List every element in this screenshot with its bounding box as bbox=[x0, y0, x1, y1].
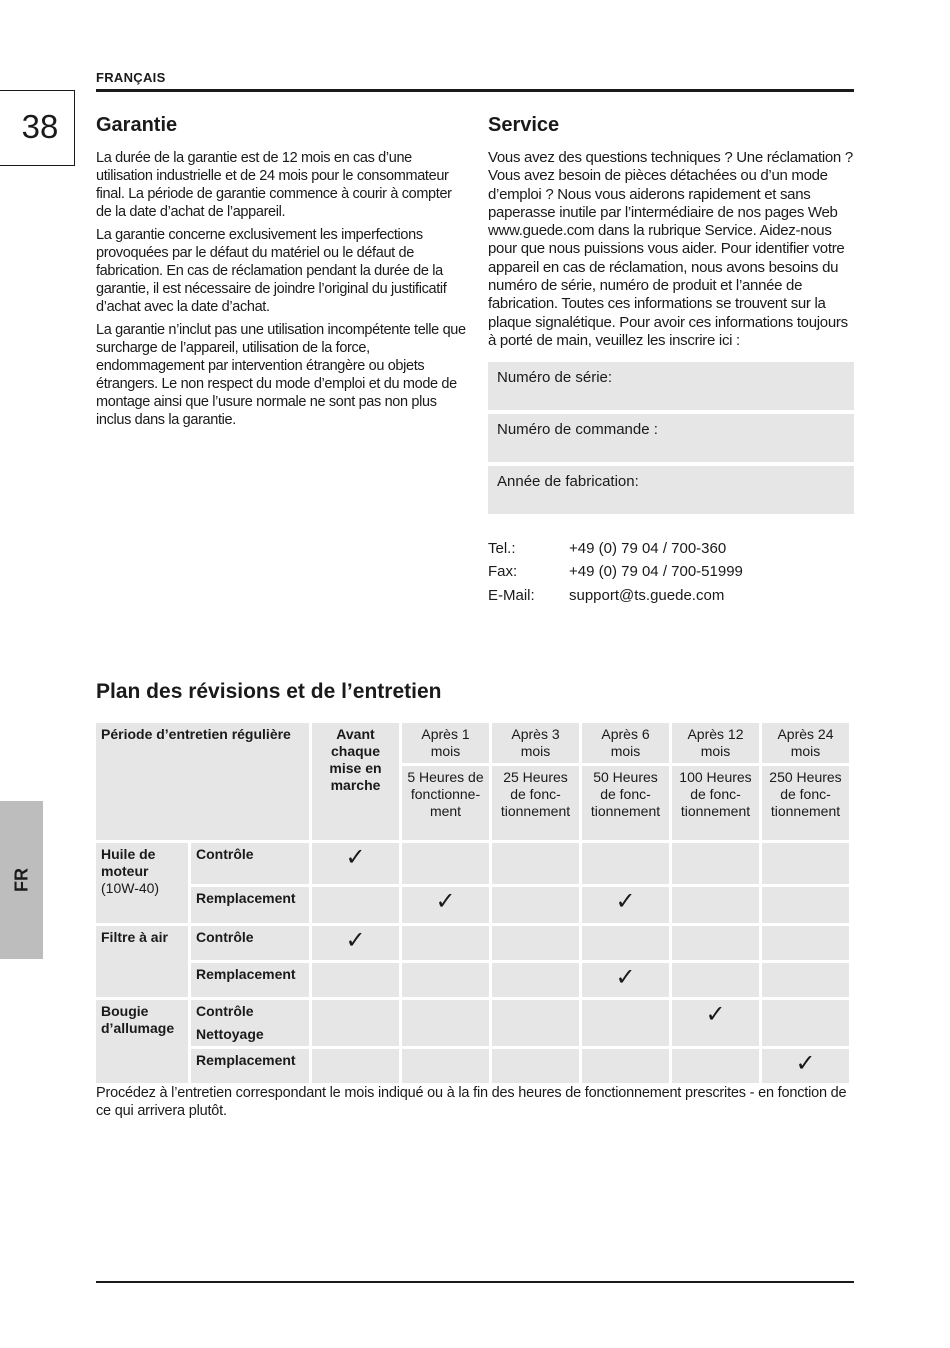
contact-row bbox=[488, 536, 854, 560]
check-mark: ✓ bbox=[402, 887, 489, 923]
service-text: Vous avez des questions techniques ? Une réclamation ? Vous avez besoin de pièces détachées ou d’un mode d’emploi ? Nous vous aiderons rapidement et sans paperasse inutile par l’intermédiaire de nos pages Web www.guede.com dans la rubrique Service. Aidez-nous pour que nous puissions vous aider. Pour identifier votre appareil en cas de réclamation, nous avons besoins du numéro de série, numéro de produit et l’année de fabrication. Toutes ces informations se trouvent sur la plaque signalétique. Pour avoir ces informations toujours à porté de main, veuillez les inscrire ici : bbox=[488, 149, 853, 349]
garantie-paragraph: La garantie concerne exclusivement les imperfections provoquées par le défaut du matériel ou le défaut de fabrication. En cas de réclamation pendant la durée de la garantie, il est nécessaire de joindre l’original du justificatif d’achat avec la date d’achat. bbox=[96, 227, 447, 315]
check-mark: ✓ bbox=[672, 1000, 759, 1046]
header-hours: 100 Heures de fonc-tionnement bbox=[672, 766, 759, 840]
header-month: Après 6 mois bbox=[582, 723, 669, 763]
service-title: Service bbox=[488, 114, 560, 136]
air-filter-group-name: Filtre à air bbox=[96, 926, 188, 997]
check-mark: ✓ bbox=[582, 963, 669, 997]
header-month: Après 24 mois bbox=[762, 723, 849, 763]
header-hours: 25 Heures de fonc-tionnement bbox=[492, 766, 579, 840]
order-number-field[interactable]: Numéro de commande : bbox=[488, 414, 854, 462]
header-rule bbox=[96, 89, 854, 92]
contact-label: E-Mail: bbox=[488, 586, 535, 604]
header-hours: 250 Heures de fonc-tionnement bbox=[762, 766, 849, 840]
task-control: Contrôle bbox=[196, 1003, 254, 1019]
task-replace: Remplacement bbox=[191, 963, 309, 997]
header-month: Après 1 mois bbox=[402, 723, 489, 763]
header-month: Après 3 mois bbox=[492, 723, 579, 763]
header-before-start: Avant chaque mise en marche bbox=[312, 723, 399, 840]
maintenance-footnote: Procédez à l’entretien correspondant le mois indiqué ou à la fin des heures de fonctionnement prescrites - en fonction de ce qui arrivera plutôt. bbox=[96, 1085, 847, 1119]
check-mark: ✓ bbox=[582, 887, 669, 923]
language-side-tab bbox=[0, 801, 43, 959]
contact-row bbox=[488, 583, 854, 607]
side-tab-label: FR bbox=[11, 868, 31, 892]
task-clean: Nettoyage bbox=[196, 1026, 264, 1042]
check-mark: ✓ bbox=[312, 926, 399, 960]
maintenance-table bbox=[93, 720, 852, 1086]
email-address: support@ts.guede.com bbox=[569, 586, 725, 604]
oil-group-name: Huile de moteur bbox=[101, 846, 156, 879]
task-control: Contrôle bbox=[191, 843, 309, 884]
task-replace: Remplacement bbox=[191, 1049, 309, 1083]
oil-group-label bbox=[96, 843, 188, 923]
task-control-clean bbox=[191, 1000, 309, 1046]
oil-spec: (10W-40) bbox=[101, 880, 160, 896]
service-section bbox=[488, 114, 854, 607]
garantie-title: Garantie bbox=[96, 114, 178, 136]
language-header: FRANÇAIS bbox=[96, 70, 166, 85]
check-mark: ✓ bbox=[312, 843, 399, 884]
garantie-paragraph: La garantie n’inclut pas une utilisation incompétente telle que surcharge de l’appareil, utilisation de la force, endommagement par intervention étrangère ou objets étrangers. Le non respect du mode d’emploi et du mode de montage ainsi que l’usure normale ne sont pas non plus inclus dans la garantie. bbox=[96, 322, 466, 428]
contact-row bbox=[488, 560, 854, 584]
task-replace: Remplacement bbox=[191, 887, 309, 923]
maintenance-plan-title: Plan des révisions et de l’entretien bbox=[96, 680, 442, 703]
manufacture-year-field[interactable]: Année de fabrication: bbox=[488, 466, 854, 514]
serial-number-field[interactable]: Numéro de série: bbox=[488, 362, 854, 410]
check-mark: ✓ bbox=[762, 1049, 849, 1083]
garantie-paragraph: La durée de la garantie est de 12 mois en cas d’une utilisation industrielle et de 24 mois pour le consommateur final. La période de garantie commence à courir à compter de la date d’achat de l’appareil. bbox=[96, 150, 452, 220]
page-number: 38 bbox=[21, 108, 59, 145]
footer-rule bbox=[96, 1281, 854, 1283]
contact-list bbox=[488, 536, 854, 607]
contact-label: Fax: bbox=[488, 563, 518, 581]
contact-label: Tel.: bbox=[488, 539, 516, 557]
garantie-section bbox=[96, 114, 466, 434]
fax-number: +49 (0) 79 04 / 700-51999 bbox=[569, 563, 743, 581]
phone-number: +49 (0) 79 04 / 700-360 bbox=[569, 539, 727, 557]
task-control: Contrôle bbox=[191, 926, 309, 960]
spark-plug-group-name: Bougie d’allumage bbox=[96, 1000, 188, 1083]
header-period: Période d’entretien régulière bbox=[96, 723, 309, 840]
header-hours: 5 Heures de fonctionne-ment bbox=[402, 766, 489, 840]
header-month: Après 12 mois bbox=[672, 723, 759, 763]
header-hours: 50 Heures de fonc-tionnement bbox=[582, 766, 669, 840]
